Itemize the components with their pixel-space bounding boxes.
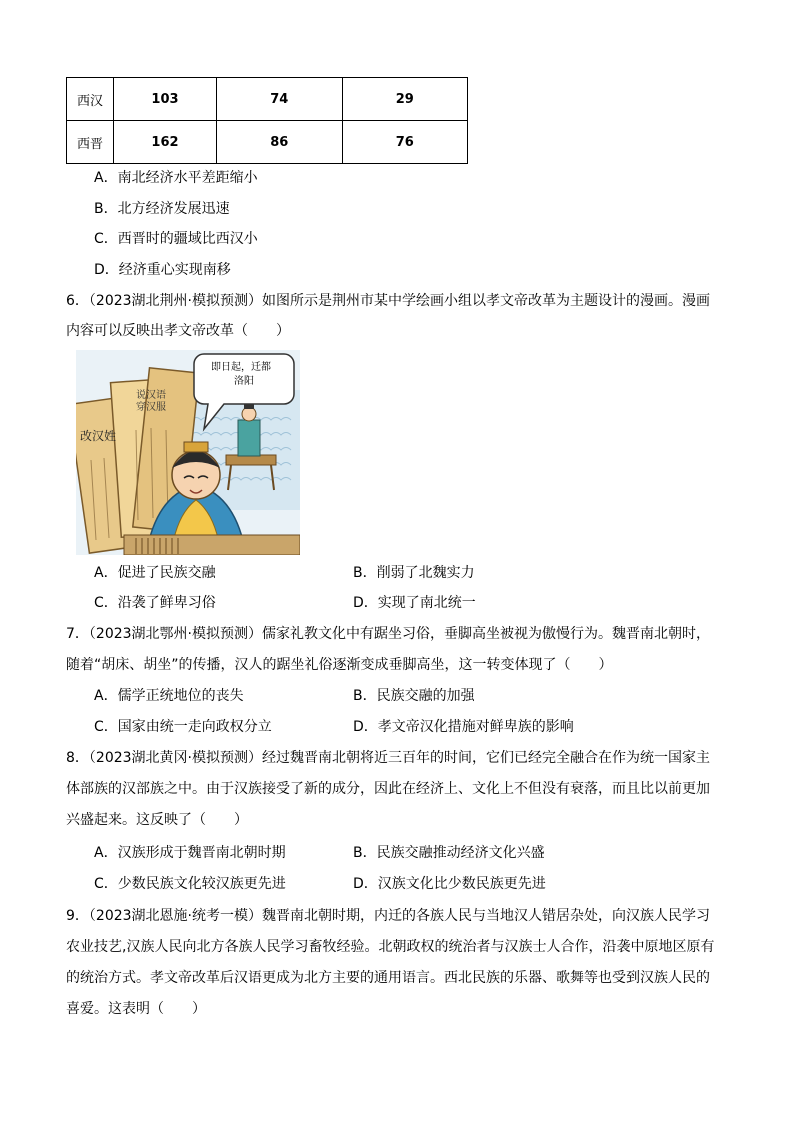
- q6-option-a: A．促进了民族交融: [94, 565, 216, 581]
- q5-option-d: D．经济重心实现南移: [94, 262, 231, 278]
- table-cell: 86: [217, 121, 343, 164]
- table-row: [67, 78, 468, 121]
- cartoon-illustration: [76, 350, 300, 555]
- q8-option-c: C．少数民族文化较汉族更先进: [94, 876, 286, 892]
- table-cell: 74: [217, 78, 343, 121]
- q7-stem-line2: 随着“胡床、胡坐”的传播，汉人的踞坐礼俗逐渐变成垂脚高坐，这一转变体现了（ ）: [66, 657, 613, 673]
- q5-option-c: C．西晋时的疆域比西汉小: [94, 231, 258, 247]
- cartoon-svg: [76, 350, 300, 555]
- q6-option-b: B．削弱了北魏实力: [353, 565, 475, 581]
- q9-stem-line2: 农业技艺,汉族人民向北方各族人民学习畜牧经验。北朝政权的统治者与汉族士人合作，沿袭中原地区原有: [66, 939, 715, 955]
- q8-option-a: A．汉族形成于魏晋南北朝时期: [94, 845, 286, 861]
- q7-option-c: C．国家由统一走向政权分立: [94, 719, 272, 735]
- q6-stem-line1: 6．（2023湖北荆州·模拟预测）如图所示是荆州市某中学绘画小组以孝文帝改革为主题设计的漫画。漫画: [66, 293, 710, 309]
- q6-option-d: D．实现了南北统一: [353, 595, 476, 611]
- q7-option-d: D．孝文帝汉化措施对鲜卑族的影响: [353, 719, 574, 735]
- q7-stem-line1: 7．（2023湖北鄂州·模拟预测）儒家礼教文化中有踞坐习俗，垂脚高坐被视为傲慢行为。魏晋南北朝时，: [66, 626, 710, 642]
- table-cell: 162: [114, 121, 217, 164]
- q9-stem-line3: 的统治方式。孝文帝改革后汉语更成为北方主要的通用语言。西北民族的乐器、歌舞等也受到汉族人民的: [66, 970, 710, 986]
- q9-stem-line1: 9．（2023湖北恩施·统考一模）魏晋南北朝时期，内迁的各族人民与当地汉人错居杂处，向汉族人民学习: [66, 908, 710, 924]
- row-label: 西晋: [67, 121, 114, 164]
- table-cell: 76: [342, 121, 468, 164]
- scroll-text-2: 穿汉服: [136, 402, 166, 413]
- q5-option-b: B．北方经济发展迅速: [94, 201, 230, 217]
- speech-bubble-line1: 即日起，迁都: [211, 362, 271, 373]
- q5-option-a: A．南北经济水平差距缩小: [94, 170, 258, 186]
- q6-stem-line2: 内容可以反映出孝文帝改革（ ）: [66, 323, 290, 339]
- scroll-text-1: 说汉语: [136, 390, 166, 401]
- table-row: [67, 121, 468, 164]
- q8-stem-line3: 兴盛起来。这反映了（ ）: [66, 812, 248, 828]
- scroll-text-3: 改汉姓: [80, 429, 117, 443]
- table-cell: 103: [114, 78, 217, 121]
- row-label: 西汉: [67, 78, 114, 121]
- q7-option-a: A．儒学正统地位的丧失: [94, 688, 244, 704]
- q8-option-b: B．民族交融推动经济文化兴盛: [353, 845, 545, 861]
- q8-stem-line2: 体部族的汉部族之中。由于汉族接受了新的成分，因此在经济上、文化上不但没有衰落，而且比以前更加: [66, 781, 710, 797]
- table-cell: 29: [342, 78, 468, 121]
- q9-stem-line4: 喜爱。这表明（ ）: [66, 1001, 206, 1017]
- data-table: [66, 77, 468, 164]
- q6-option-c: C．沿袭了鲜卑习俗: [94, 595, 216, 611]
- speech-bubble-line2: 洛阳: [234, 376, 254, 387]
- q8-stem-line1: 8．（2023湖北黄冈·模拟预测）经过魏晋南北朝将近三百年的时间，它们已经完全融合在作为统一国家主: [66, 750, 710, 766]
- q7-option-b: B．民族交融的加强: [353, 688, 475, 704]
- q8-option-d: D．汉族文化比少数民族更先进: [353, 876, 546, 892]
